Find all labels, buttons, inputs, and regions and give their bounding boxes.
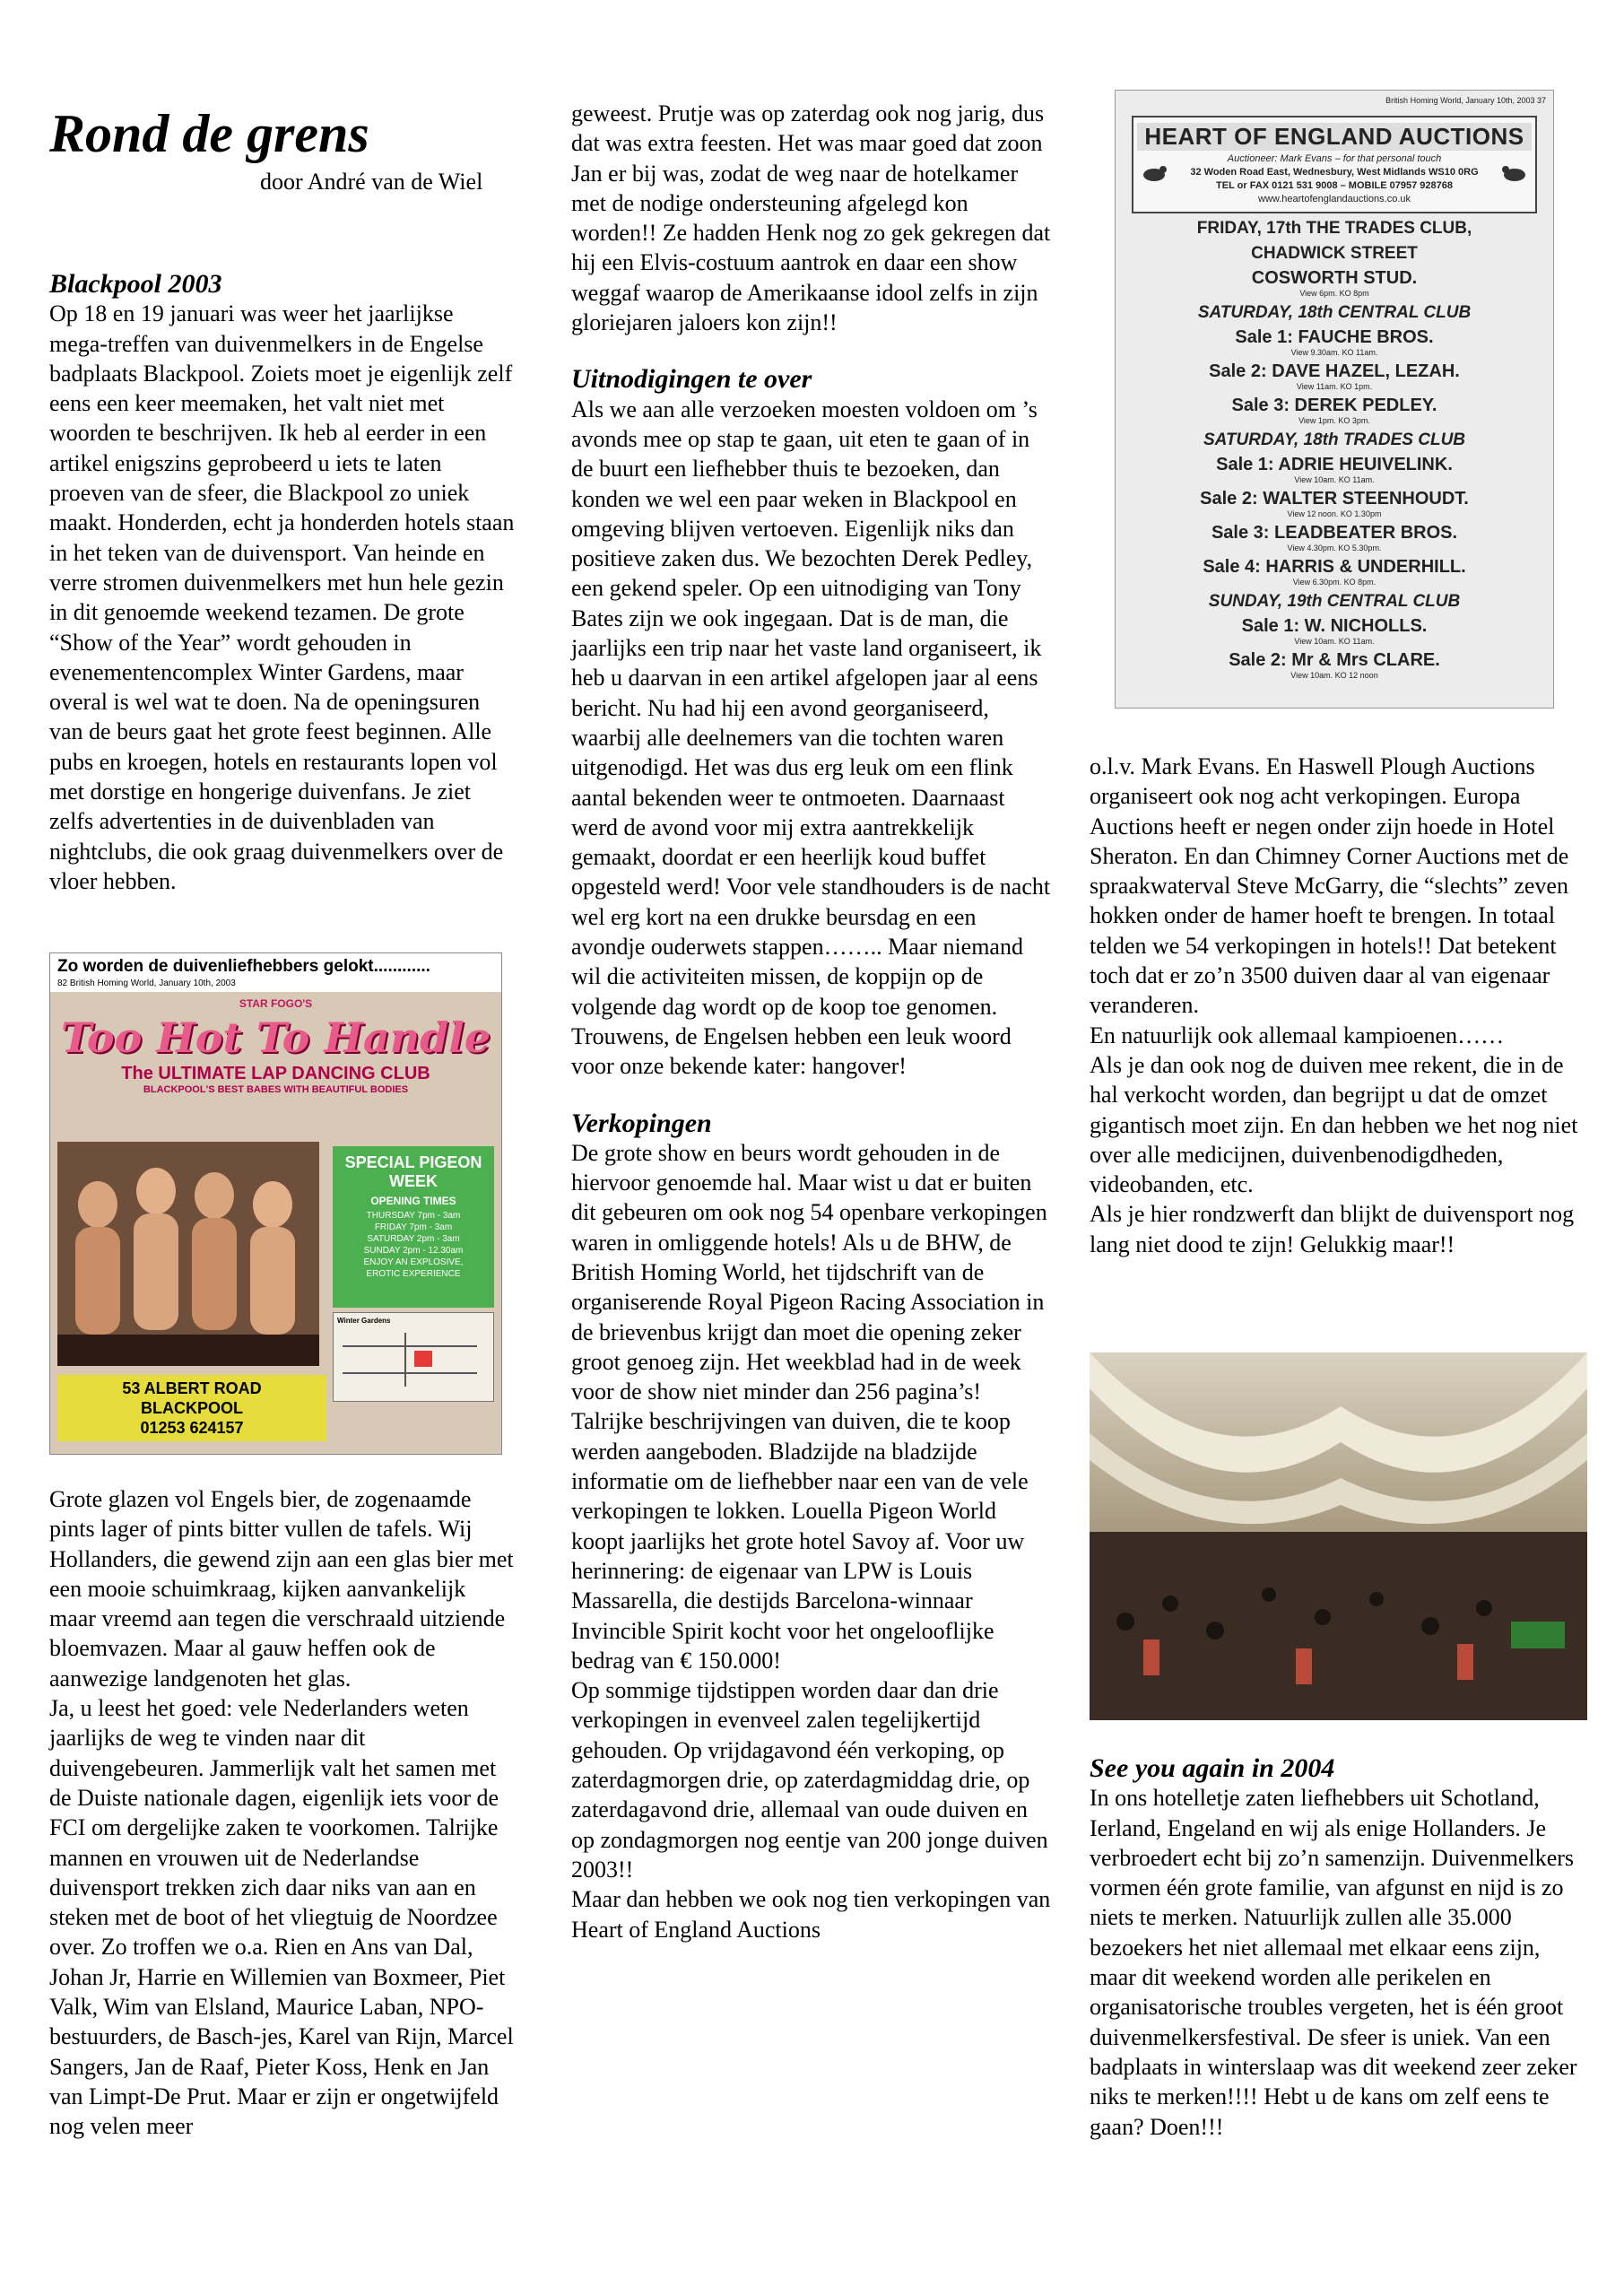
ad-sale-line: CHADWICK STREET: [1251, 244, 1418, 263]
pigeon-icon: [1499, 162, 1530, 184]
ad-sale-line: Sale 2: DAVE HAZEL, LEZAH.: [1209, 361, 1460, 381]
paragraph: Ja, u leest het goed: vele Nederlanders weten jaarlijks de weg te vinden naar dit duivengebeuren. Jammerlijk valt het samen met de Duiste nationale dagen, eigenlijk iets voor de FCI om dergelijke zaken te voorkomen. Talrijke mannen en vrouwen uit de Nederlandse duivensport trekken zich daar niks van aan en steken met de boot of het vliegtuig de Noordzee over. Zo troffen we o.a. Rien en Ans van Dal, Johan Jr, Harrie en Willemien van Boxmeer, Piet Valk, Wim van Elsland, Maurice Laban, NPO-bestuurders, de Basch-jes, Karel van Rijn, Marcel Sangers, Jan de Raaf, Pieter Koss, Henk en Jan van Limpt-De Prut. Maar er zijn er ongetwijfeld nog velen meer: [49, 1695, 514, 2140]
ad-header: [1132, 116, 1537, 213]
ad-sale-line: View 10am. KO 11am.: [1294, 637, 1375, 646]
pigeon-icon: [1139, 162, 1169, 184]
ad-times: THURSDAY 7pm - 3am FRIDAY 7pm - 3am SATURDAY 2pm - 3am SUNDAY 2pm - 12.30am ENJOY AN EXPLOSIVE, EROTIC EXPERIENCE: [363, 1211, 464, 1279]
ad-sale-line: View 6pm. KO 8pm: [1299, 289, 1369, 298]
ad-sale-line: View 12 noon. KO 1.30pm: [1287, 509, 1382, 518]
paragraph: Maar dan hebben we ook nog tien verkopingen van Heart of England Auctions: [571, 1886, 1051, 1943]
paragraph: Op 18 en 19 januari was weer het jaarlijkse mega-treffen van duivenmelkers in de Engelse badplaats Blackpool. Zoiets moet je eigenlijk zelf eens een keer meemaken, het valt niet met woorden te beschrijven. Ik heb al eerder in een artikel enigszins geprobeerd u iets te laten proeven van de sfeer, die Blackpool zo uniek maakt. Honderden, echt ja honderden hotels staan in het teken van de duivensport. Van heinde en verre stromen duivenmelkers met hun hele gezin in dit genoemde weekend tezamen. De grote “Show of the Year” wordt gehouden in evenementencomplex Winter Gardens, maar overal is wel wat te doen. Na de openingsuren van de beurs gaat het grote feest beginnen. Alle pubs en kroegen, hotels en restaurants lopen vol met dorstige en hongerige duivenfans. Je ziet zelfs advertenties in de duivenbladen van nightclubs, die ook graag duivenmelkers over de vloer hebben.: [49, 300, 515, 894]
ad-sale-line: View 6.30pm. KO 8pm.: [1292, 578, 1376, 587]
ad-sale-line: Sale 3: LEADBEATER BROS.: [1211, 523, 1458, 543]
ad-title: Too Hot To Handle: [60, 1013, 491, 1062]
ad-tagline: BLACKPOOL'S BEST BABES WITH BEAUTIFUL BODIES: [143, 1084, 409, 1095]
column-1: [49, 269, 516, 896]
ad-map: [333, 1312, 494, 1402]
ad-photo: [57, 1142, 319, 1366]
ad-date: 82 British Homing World, January 10th, 2003: [50, 978, 501, 992]
paragraph: In ons hotelletje zaten liefhebbers uit Schotland, Ierland, Engeland en wij als enige Hollanders. Je verbroedert echt bij zo’n samenzijn. Duivenmelkers vormen één grote familie, van afgunst en nijd is zo niets te merken. Natuurlijk zullen alle 35.000 bezoekers het niet allemaal met elkaar eens zijn, maar dit weekend worden alle perikelen en organisatorische troubles vergeten, het is één groot duivenmelkersfestival. De sfeer is uniek. Van een badplaats in winterslaap was dit weekend zeer zeker niks te merken!!!! Hebt u de kans om zelf eens te gaan? Doen!!!: [1090, 1785, 1577, 2140]
ad-address: 32 Woden Road East, Wednesbury, West Midlands WS10 0RG: [1190, 167, 1479, 178]
ad-pigeon-week-box: [333, 1146, 494, 1308]
paragraph: Grote glazen vol Engels bier, de zogenaamde pints lager of pints bitter vullen de tafels. Wij Hollanders, die gewend zijn aan een glas bier met een mooie schuimkraag, kijken aanvankelijk maar vreemd aan tegen die verschraald uitziende bloemvazen. Maar al gauw heffen ook de aanwezige landgenoten het glas.: [49, 1486, 514, 1692]
paragraph: En natuurlijk ook allemaal kampioenen……: [1090, 1022, 1505, 1048]
ad-web: www.heartofenglandauctions.co.uk: [1258, 194, 1411, 204]
ad-sale-line: Sale 4: HARRIS & UNDERHILL.: [1203, 557, 1466, 577]
ad-sale-line: Sale 2: Mr & Mrs CLARE.: [1229, 650, 1440, 670]
ad-company: HEART OF ENGLAND AUCTIONS: [1137, 123, 1532, 151]
ad-sale-line: View 1pm. KO 3pm.: [1298, 416, 1370, 425]
ad-sale-line: Sale 1: W. NICHOLLS.: [1241, 616, 1428, 636]
ad-brand: STAR FOGO'S: [239, 997, 313, 1010]
map-icon: [334, 1328, 486, 1391]
column-3-continued: [1090, 1753, 1587, 2142]
paragraph: Als je dan ook nog de duiven mee rekent, die in de hal verkocht worden, dan begrijpt u dat de omzet gigantisch moet zijn. En dan hebben we het nog niet over alle medicijnen, duivenbenodigdheden, videobanden, etc.: [1090, 1051, 1578, 1198]
paragraph: Op sommige tijdstippen worden daar dan drie verkopingen in evenveel zalen tegelijkertijd gehouden. Op vrijdagavond één verkoping, op zaterdagmorgen drie, op zaterdagmiddag drie, op zaterdagavond drie, allemaal van oude duiven en op zondagmorgen nog eentje van 200 jonge duiven 2003!!: [571, 1677, 1048, 1883]
ad-sale-line: Sale 1: ADRIE HEUIVELINK.: [1216, 455, 1453, 474]
paragraph: De grote show en beurs wordt gehouden in de hiervoor genoemde hal. Maar wist u dat er buiten dit gebeuren om ook nog 54 openbare verkopingen waren in omliggende hotels! Als u de BHW, de British Homing World, het tijdschrift van de organiserende Royal Pigeon Racing Association in de brievenbus krijgt dan moet die opening zeker groot genoeg zijn. Het weekblad had in de week voor de show niet minder dan 256 pagina’s! Talrijke beschrijvingen van duiven, die te koop werden aangeboden. Bladzijde na bladzijde informatie om de liefhebber naar een van de vele verkopingen te lokken. Louella Pigeon World koopt jaarlijks het grote hotel Savoy af. Voor uw herinnering: de eigenaar van LPW is Louis Massarella, die destijds Barcelona-winnaar Invincible Spirit kocht voor het ongelooflijke bedrag van € 150.000!: [571, 1139, 1047, 1674]
ad-sale-line: SUNDAY, 19th CENTRAL CLUB: [1208, 592, 1461, 611]
heading-see-you-again: See you again in 2004: [1090, 1753, 1335, 1783]
ad-caption: Zo worden de duivenliefhebbers gelokt............: [50, 953, 501, 978]
ad-sale-line: SATURDAY, 18th TRADES CLUB: [1203, 430, 1466, 449]
paragraph: geweest. Prutje was op zaterdag ook nog jarig, dus dat was extra feesten. Het was maar goed dat zoon Jan er bij was, zodat de weg naar de hotelkamer met de nodige ondersteuning afgelegd kon worden!! Ze hadden Henk nog zo gek gekregen dat hij een Elvis-costuum aantrok en daar een show weggaf waarop de Amerikaanse idool zelfs in zijn gloriejaren jaloers kon zijn!!: [571, 100, 1051, 336]
ad-opening: OPENING TIMES: [370, 1195, 456, 1207]
heading-uitnodigingen: Uitnodigingen te over: [571, 364, 812, 395]
paragraph: Als je hier rondzwerft dan blijkt de duivensport nog lang niet dood te zijn! Gelukkig maar!!: [1090, 1201, 1575, 1257]
ad-sale-line: Sale 1: FAUCHE BROS.: [1235, 327, 1434, 347]
ad-sale-line: View 10am. KO 12 noon: [1290, 671, 1378, 680]
byline: door André van de Wiel: [260, 169, 483, 195]
ad-sale-line: COSWORTH STUD.: [1251, 268, 1418, 288]
ad-special: SPECIAL PIGEON WEEK: [344, 1153, 482, 1190]
ad-sale-line: FRIDAY, 17th THE TRADES CLUB,: [1196, 219, 1472, 238]
column-2: [571, 99, 1051, 1944]
ad-sale-line: View 10am. KO 11am.: [1294, 475, 1375, 484]
ad-sale-line: View 4.30pm. KO 5.30pm.: [1287, 544, 1382, 552]
paragraph: Als we aan alle verzoeken moesten voldoen om ’s avonds mee op stap te gaan, uit eten te gaan of in de buurt een liefhebber thuis te bezoeken, dan konden we wel een paar weken in Blackpool en omgeving blijven vertoeven. Eigenlijk niks dan positieve zaken dus. We bezochten Derek Pedley, een gekend speler. Op een uitnodiging van Tony Bates zijn we ook ingegaan. Dat is de man, die jaarlijks een trip naar het vaste land organiseert, ik heb u daarvan in een artikel afgelopen jaar al eens bericht. Nu had hij een avond georganiseerd, waarbij alle deelnemers van die tochten waren uitgenodigd. Het was dus erg leuk om een flink aantal bekenden weer te ontmoeten. Daarnaast werd de avond voor mij extra aantrekkelijk gemaakt, doordat er een heerlijk koud buffet opgesteld werd! Voor vele standhouders is de nacht wel erg kort na een drukke beursdag en een avondje ouderwets stappen…….. Maar niemand wil die activiteiten missen, de koppijn op de volgende dag wordt op de koop toe genomen. Trouwens, de Engelsen hebben een leuk woord voor onze bekende kater: hangover!: [571, 396, 1051, 1080]
ad-sale-line: Sale 3: DEREK PEDLEY.: [1231, 396, 1437, 415]
column-3: [1090, 752, 1587, 1259]
ad-map-label: Winter Gardens: [337, 1317, 391, 1325]
ad-sale-list: [1116, 219, 1553, 680]
ad-sale-line: View 9.30am. KO 11am.: [1290, 348, 1378, 357]
ad-address: 53 ALBERT ROAD BLACKPOOL 01253 624157: [57, 1375, 326, 1441]
ad-auctioneer: Auctioneer: Mark Evans – for that personal touch: [1227, 153, 1442, 164]
ad-sale-line: SATURDAY, 18th CENTRAL CLUB: [1197, 303, 1472, 322]
heading-verkopingen: Verkopingen: [571, 1108, 712, 1138]
column-1-continued: [49, 1484, 516, 2142]
paragraph: o.l.v. Mark Evans. En Haswell Plough Auctions organiseert ook nog acht verkopingen. Europa Auctions heeft er negen onder zijn hoede in Hotel Sheraton. En dan Chimney Corner Auctions met de spraakwaterval Steve McGarry, die “slechts” zeven hokken onder de hamer hoeft te brengen. In totaal telden we 54 verkopingen in hotels!! Dat betekent toch dat er zo’n 3500 duiven daar al van eigenaar veranderen.: [1090, 753, 1569, 1019]
ad-sale-line: Sale 2: WALTER STEENHOUDT.: [1200, 489, 1469, 509]
article-title: Rond de grens: [49, 104, 369, 163]
club-advertisement: [49, 952, 502, 1455]
ad-sale-line: View 11am. KO 1pm.: [1296, 382, 1373, 391]
ad-club-name: The ULTIMATE LAP DANCING CLUB: [121, 1064, 430, 1083]
ad-phone: TEL or FAX 0121 531 9008 – MOBILE 07957 928768: [1216, 180, 1453, 191]
auction-advertisement: [1115, 90, 1554, 709]
show-hall-photo: [1090, 1352, 1587, 1720]
heading-blackpool: Blackpool 2003: [49, 269, 222, 299]
ad-corner-text: British Homing World, January 10th, 2003 37: [1385, 96, 1546, 105]
